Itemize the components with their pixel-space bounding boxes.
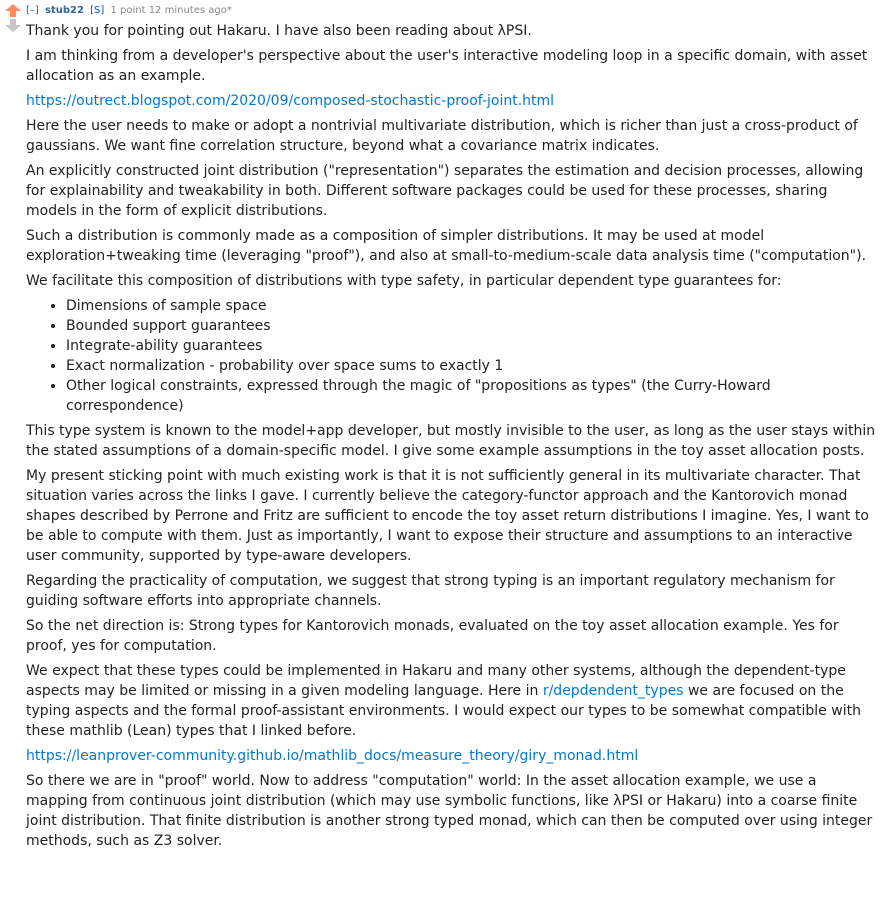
submitter-badge[interactable]: [S] [90, 5, 105, 16]
vote-arrows [5, 4, 21, 32]
paragraph-2: I am thinking from a developer's perspective about the user's interactive modeling loop in a specific domain, with asset allocation as an example. [26, 48, 868, 84]
paragraph-11-text-after: we are focused on the typing aspects and the formal proof-assistant environments. I would expect our types to be somewhat compatible with these mathlib (Lean) types that I linked before. [26, 683, 861, 739]
comment-body [26, 21, 876, 856]
paragraph-1: Thank you for pointing out Hakaru. I have also been reading about λPSI. [26, 23, 532, 39]
upvote-arrow-shape [5, 4, 21, 17]
downvote-arrow-shape [5, 19, 21, 32]
subreddit-link[interactable]: r/depdendent_types [542, 683, 684, 699]
paragraph-8: My present sticking point with much existing work is that it is not sufficiently general in its multivariate character. That situation varies across the links I gave. I currently believe the category-functor approach and the Kantorovich monad shapes described by Perrone and Fritz are sufficient to encode the toy asset return distributions I imagine. Yes, I want to be able to compute with them. Just as importantly, I want to expose their structure and assumptions to an interactive user community, supported by type-aware developers. [26, 468, 869, 564]
list-item: • Bounded support guarantees [66, 316, 876, 336]
paragraph-link-2 [26, 746, 876, 766]
mathlib-link[interactable]: https://leanprover-community.github.io/mathlib_docs/measure_theory/giry_monad.html [26, 748, 639, 764]
downvote-arrow-icon[interactable] [5, 19, 21, 32]
paragraph-9: Regarding the practicality of computation, we suggest that strong typing is an important regulatory mechanism for guiding software efforts into appropriate channels. [26, 573, 835, 609]
list-item: • Exact normalization - probability over space sums to exactly 1 [66, 356, 876, 376]
paragraph-11-text-before: We expect that these types could be implemented in Hakaru and many other systems, although the dependent-type aspects may be limited or missing in a given modeling language. Here in [26, 663, 846, 699]
comment-tagline [26, 4, 232, 18]
paragraph-11 [26, 661, 876, 741]
paragraph-4: An explicitly constructed joint distribution ("representation") separates the estimation and decision processes, allowing for explainability and tweakability in both. Different software packages could be used for these processes, sharing models in the form of explicit distributions. [26, 163, 864, 219]
list-item: • Dimensions of sample space [66, 296, 876, 316]
score-time: 1 point 12 minutes ago* [110, 5, 232, 16]
paragraph-12: So there we are in "proof" world. Now to address "computation" world: In the asset allocation example, we use a mapping from continuous joint distribution (which may use symbolic functions, like λPSI or Hakaru) into a coarse finite joint distribution. That finite distribution is another strong typed monad, which can then be computed over using integer methods, such as Z3 solver. [26, 773, 873, 849]
paragraph-3: Here the user needs to make or adopt a nontrivial multivariate distribution, which is richer than just a cross-product of gaussians. We want fine correlation structure, beyond what a covariance matrix indicates. [26, 118, 858, 154]
list-item: • Integrate-ability guarantees [66, 336, 876, 356]
author-link[interactable]: stub22 [45, 5, 84, 16]
paragraph-5: Such a distribution is commonly made as a composition of simpler distributions. It may be used at model exploration+tweaking time (leveraging "proof"), and also at small-to-medium-scale data analysis time ("computation"). [26, 228, 867, 264]
paragraph-7: This type system is known to the model+app developer, but mostly invisible to the user, as long as the user stays within the stated assumptions of a domain-specific model. I give some example assumptions in the toy asset allocation posts. [26, 423, 876, 459]
blogpost-link[interactable]: https://outrect.blogspot.com/2020/09/composed-stochastic-proof-joint.html [26, 93, 555, 109]
list-item: • Other logical constraints, expressed through the magic of "propositions as types" (the Curry-Howard correspondence) [66, 376, 876, 416]
collapse-toggle[interactable]: [–] [26, 5, 39, 16]
paragraph-6: We facilitate this composition of distributions with type safety, in particular dependent type guarantees for: [26, 273, 782, 289]
upvote-arrow-icon[interactable] [5, 4, 21, 17]
paragraph-10: So the net direction is: Strong types for Kantorovich monads, evaluated on the toy asset allocation example. Yes for proof, yes for computation. [26, 618, 839, 654]
paragraph-link-1 [26, 91, 876, 111]
guarantees-list [26, 296, 876, 416]
